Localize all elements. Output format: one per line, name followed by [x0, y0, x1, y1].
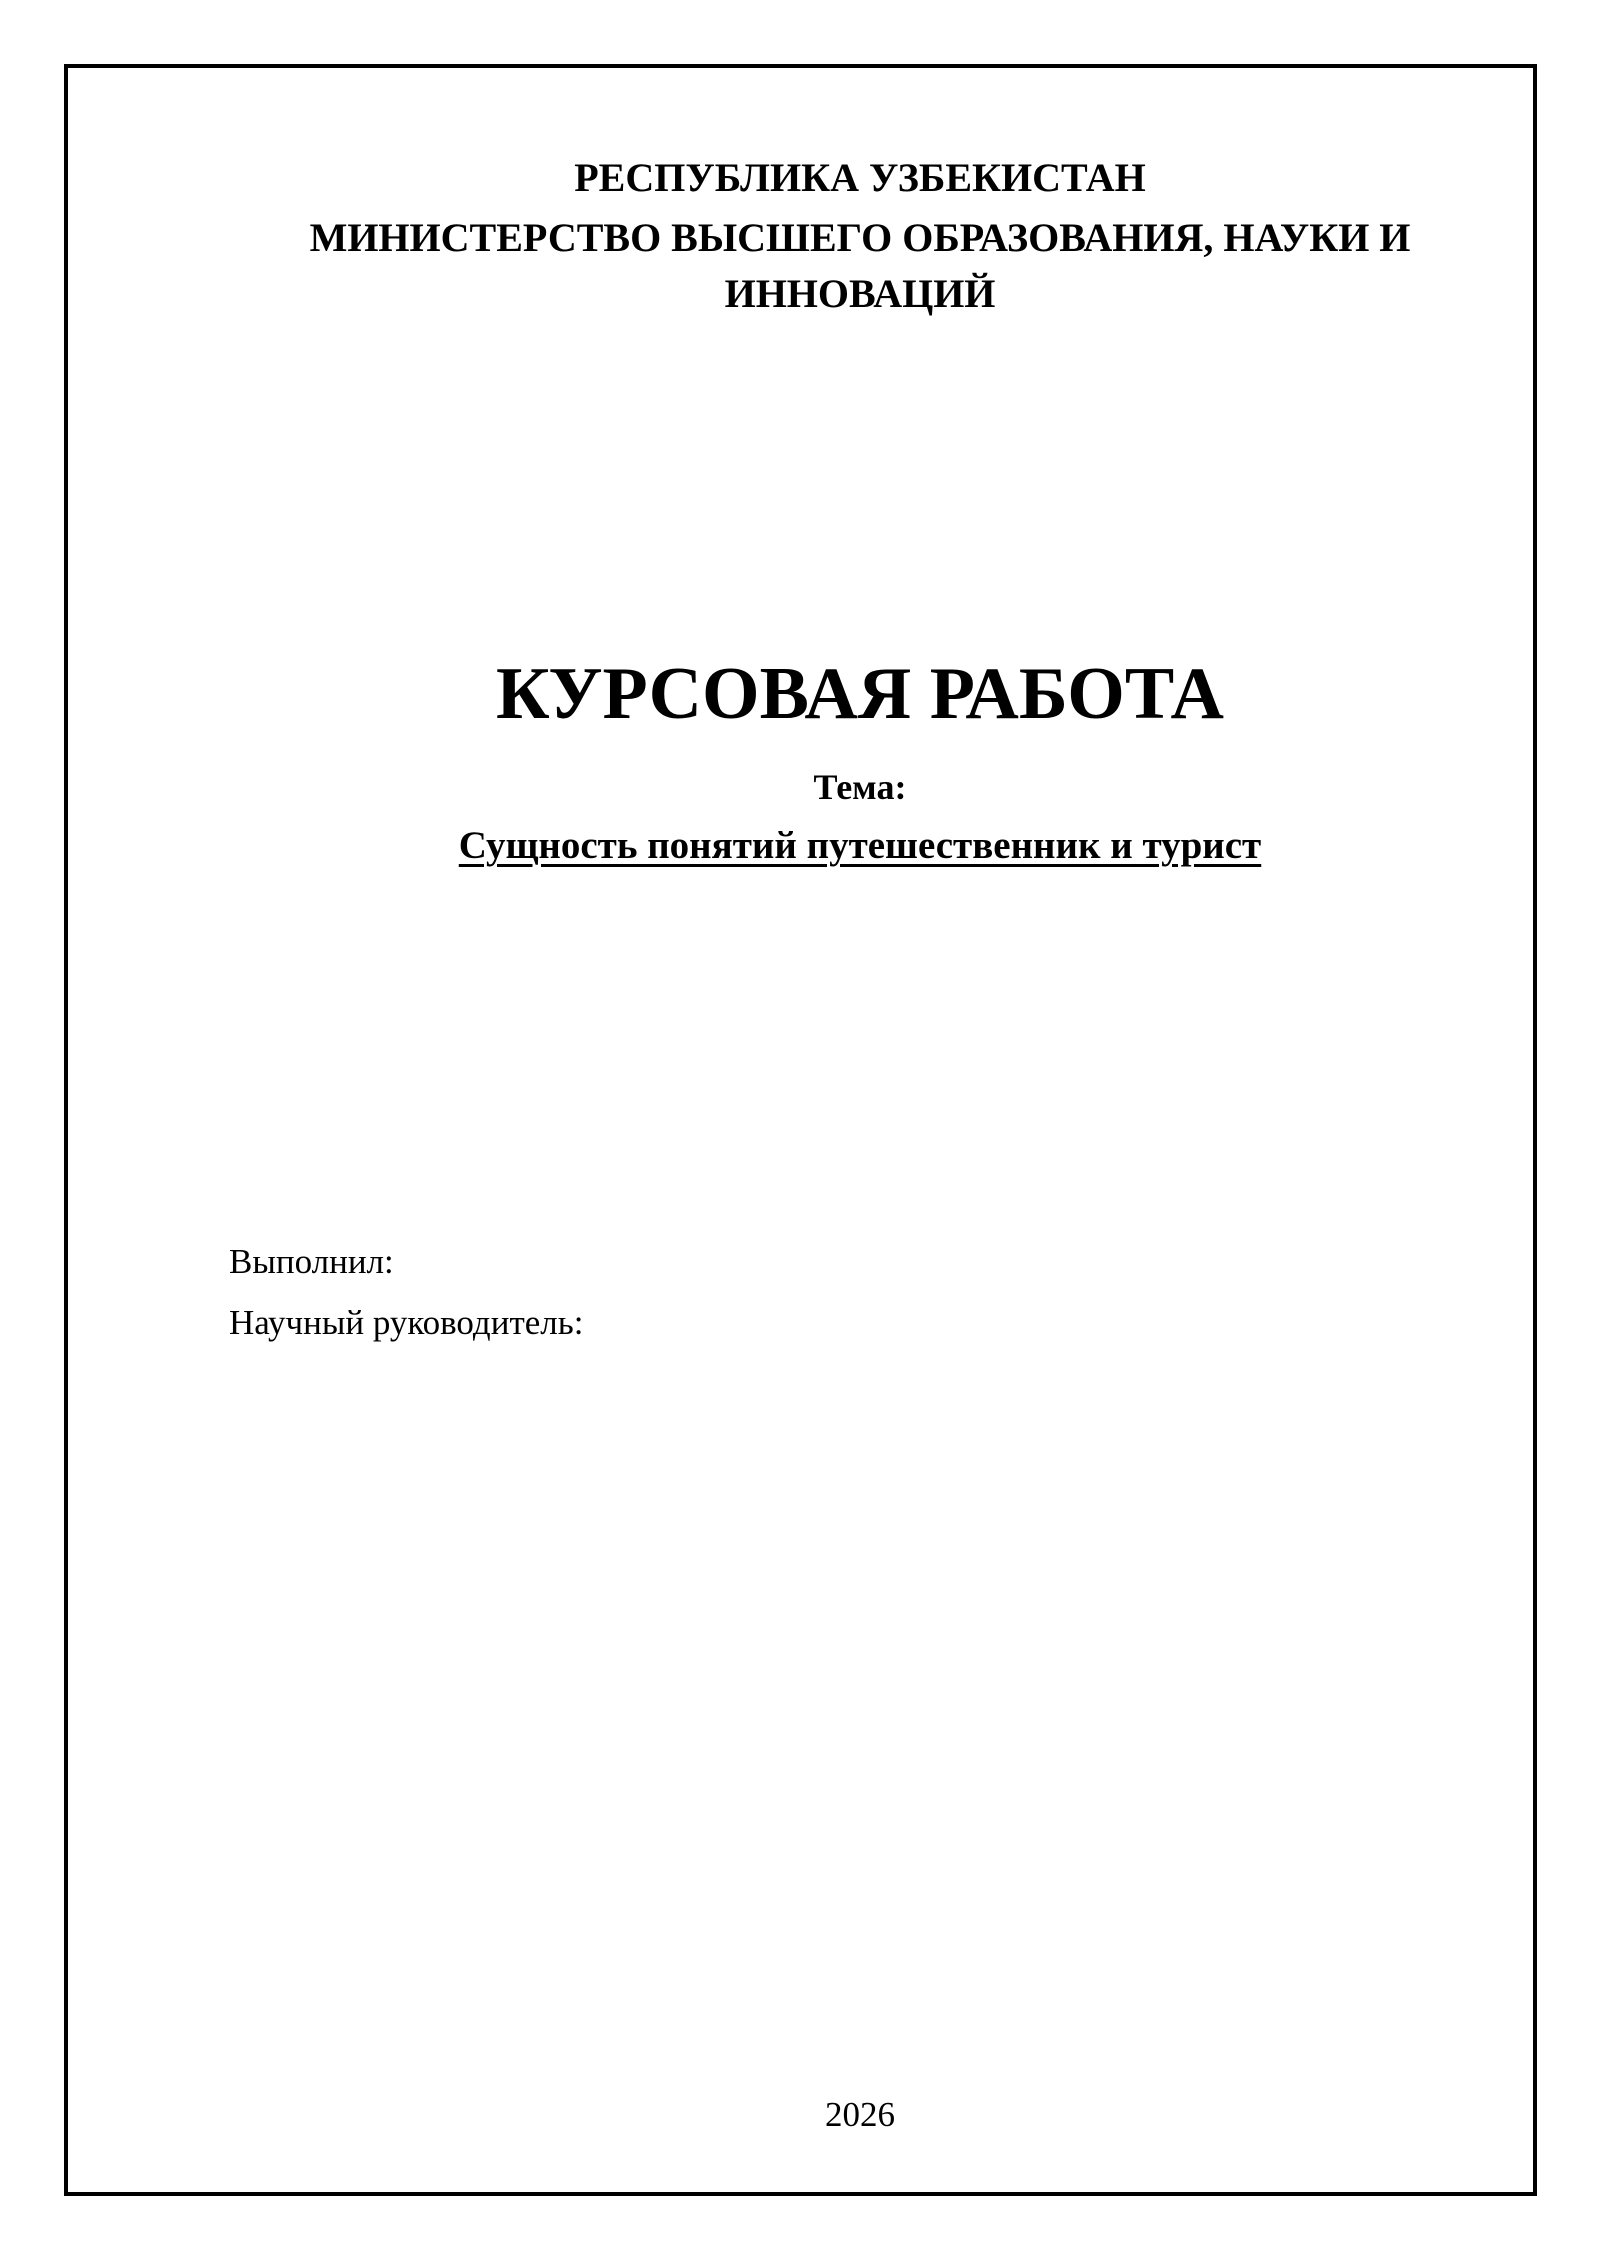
ministry-heading: МИНИСТЕРСТВО ВЫСШЕГО ОБРАЗОВАНИЯ, НАУКИ И ИННОВАЦИЙ: [309, 215, 1411, 316]
performed-by-label: Выполнил:: [229, 1242, 394, 1281]
year: 2026: [825, 2095, 895, 2134]
country-heading: РЕСПУБЛИКА УЗБЕКИСТАН: [574, 155, 1146, 200]
topic-label: Тема:: [813, 767, 907, 807]
supervisor-label: Научный руководитель:: [229, 1303, 584, 1342]
topic-title: Сущность понятий путешественник и турист: [458, 824, 1262, 867]
document-type-title: КУРСОВАЯ РАБОТА: [496, 653, 1224, 735]
page-border-frame: [64, 64, 1537, 2196]
